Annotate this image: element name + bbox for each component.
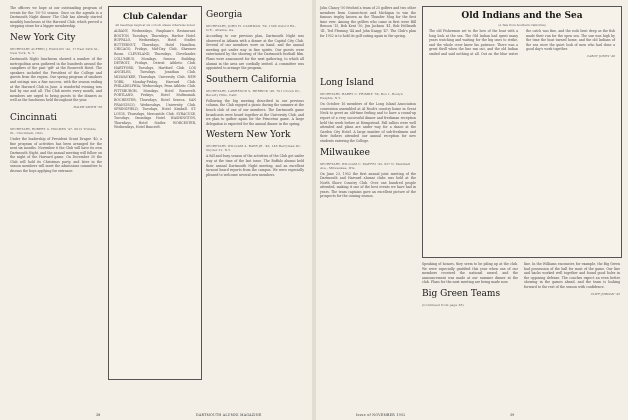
section-title-southern-california: Southern California (206, 74, 297, 85)
old-indians-box (422, 6, 622, 258)
club-calendar-subtitle: All meetings begin at six o'clock unless otherwise noted (115, 23, 195, 27)
right-column-3-lower (524, 262, 620, 299)
section-byline: SECRETARY ALFRED J. HANLON '42, 17 East 29th St., New York, N. Y. (10, 46, 100, 55)
section-body: Under the leadership of President Grant Draper '40, a fine program of activities has been arranged for the next six months. November 6 the Club will have its own Dartmouth Night, and the annual meeting will follow on the night of the Harvard game. On December 30 the Club will hold its Christmas party, and later in the season members will meet the admissions committee to discuss the boys applying for entrance. (10, 136, 102, 174)
old-indians-signature: CABOT JONES '46 (586, 53, 615, 58)
section-body: line. In the Williams encounter, for example, the Big Green had possession of the ball for most of the game. Our line and backs worked well together and found good holes in the opposing defense. The coaches expect an even better showing in the games ahead, and the team is looking forward to the rest of the season with confidence. (524, 262, 620, 289)
right-page (316, 0, 628, 420)
section-title-western-new-york: Western New York (206, 130, 291, 141)
section-title-long-island: Long Island (320, 78, 374, 89)
section-body: Dartmouth Night luncheons showed a number of the metropolitan area gathered in the hundreds around the campfires of the past 'gift' at the Roosevelt Hotel. The speakers included the President of the College and guests from the region. Our spring program of smokers and outings was a fine success, with the season ending at the Harvard Club in June. A wonderful evening was had by one and all. The Club meets every month, and members are urged to bring guests to the dinners as well as the luncheons held throughout the year. (10, 56, 102, 103)
club-calendar-title: Club Calendar (122, 11, 188, 21)
section-byline: SECRETARY, JOHN H. CASHMAN '39, 1306 Oxford Rd., N.E., Atlanta, Ga. (206, 24, 297, 32)
left-column-1 (10, 6, 102, 176)
section-title-new-york-city: New York City (10, 32, 76, 43)
section-title-big-green-teams: Big Green Teams (422, 288, 501, 299)
club-calendar-box (108, 6, 202, 380)
magazine-footer: Issue of NOVEMBER 1952 (356, 413, 406, 417)
club-calendar-entries: ALBANY, Wednesdays, Fanpham's Restaurant. BOSTON, Tuesdays, Thursdays, Harbor Hotel. BUFFALO, Wednesdays, Hotel Statler. BUTTERNUT, Thursdays, Hotel Hamilton. CHICAGO, Fridays, Mid-Day Club, Shawnee Room. CLEVELAND, Thursdays, Clevelander. COLUMBUS, Mondays, Seneca Building. DETROIT, Fridays, Detroit Athletic Club. HARTFORD, Tuesdays, Hartford Club. LOS ANGELES, Tuesdays, Jonathan Club. MILWAUKEE, Thursdays, University Club. NEW YORK, Monday-Friday, Harvard Club. PHILADELPHIA, Wednesdays, Penn Athletic Club. PITTSBURGH, Mondays, Hotel Roosevelt. PORTLAND, Fridays, Hotel Multnomah. ROCHESTER, Thursdays, Hotel Seneca. SAN FRANCISCO, Wednesdays, University Club. SPRINGFIELD, Tuesdays, Hotel Kimball. ST. LOUIS, Thursdays, Mercantile Club. SYRACUSE, Tuesdays, Onondaga Hotel. WASHINGTON, Thursdays, Hotel Statler. WORCESTER, Wednesdays, Hotel Bancroft. (114, 29, 196, 130)
section-byline: SECRETARY, LAWRENCE S. HERRICK '48, 701 Crown Dr., Beverly Hills, Calif. (206, 88, 301, 97)
section-title-cincinnati: Cincinnati (10, 112, 57, 123)
left-page (0, 0, 312, 420)
right-column-2-lower (422, 262, 518, 309)
section-title-georgia: Georgia (206, 10, 243, 20)
right-col3-intro: Speaking of honors, they seem to be piling up at the club. We were especially gratified this year when one of our members received the national award, and the announcement was made at our summer dinner at the club. Plans for the next meeting are being made now. (422, 262, 518, 285)
old-indians-subtitle: (A Tale from Southern California) (498, 23, 546, 27)
section-body: On October 16 members of the Long Island Association convention assembled at Al Roob's country home in Great Neck to greet an old-time feeling and to have a round-up report of a very successful dinner and freshman reception held the week before at Hempstead. Fall rallies were well attended and plans are under way for a dance at the Garden City Hotel. A large number of sub-freshmen and their fathers attended our annual reception for new students entering the College. (320, 102, 416, 143)
section-signature: RALPH SMITH '38 (73, 104, 102, 109)
section-byline: SECRETARY, ROBERT A. HOLMES '47, 6012 Trimble St., Cincinnati, Ohio. (10, 126, 96, 135)
section-body: Following the big meeting described in our previous column, the Club enjoyed a picnic during the summer at the beach club of one of our members. The Dartmouth game broadcasts were heard together at the University Club, and we plan to gather again for the Princeton game. A large delegation is expected for the annual dinner in the spring. (206, 98, 304, 126)
old-indians-columns (423, 29, 621, 59)
section-signature: CLIFF JORDAN '45 (590, 291, 620, 296)
page-number-left: 38 (96, 413, 101, 417)
section-body: According to our previous plan, Dartmouth Night was observed in Atlanta with a dinner at the Capital City Club. Several of our members were on hand, and the annual meeting got under way in fine spirits. Our guests were entertained by the showing of the Dartmouth football film. Plans were announced for the next gathering, to which all alumni in the area are cordially invited. A committee was appointed to arrange the program. (206, 34, 304, 71)
section-body: On June 23, 1952 the first annual joint meeting of the Dartmouth and Harvard alumni clubs was held at the North Shore Country Club. Over one hundred people attended, making it one of the best events we have had in years. The team captains gave an excellent picture of the prospects for the coming season. (320, 171, 416, 199)
section-byline: SECRETARY, WILLIAM A. BAER JR. '46, 148 Berryman Dr., Snyder 21, N.Y. (206, 144, 302, 153)
page-number-right: 39 (510, 413, 515, 417)
right-intro-text: John Clancy '50 fetched a team of 25 golfers and two other members from Connecticut and Michigan to win the famous trophy known as the Thunder Mug for the first time ever. Among the golfers who came in first were Bill Benson '15, Bob Kent '30, Jim Jackson '41, Bob Hellmuth '41, Ted Fleming '44 and John Knapp '47. The Club's plan for 1952 is to hold its golf outing again in the spring. (320, 6, 416, 38)
section-continued-note: (Continued from page 38) (422, 302, 464, 307)
old-indians-body: The old Fishermen set to the bow of the boat with a long look at the sea. The Old Indian had spent many years watching and waiting for the big ones to strike, and the whole crew knew his patience. There was a great thrill when the line ran out, and the old Indian smiled and said nothing at all. Out on the blue water the catch was fine, and the rods bent deep as the fish made their run for the open sea. The sun was high by the time the boat turned home, and the old Indians of the sea wore the quiet look of men who had done a good day's work together. (429, 29, 615, 56)
old-indians-title: Old Indians and the Sea (461, 11, 583, 21)
section-byline: SECRETARY, WILLIAM C. MAFFEI '43, 937 N. Marshall Ave., Milwaukee, Wis. (320, 161, 411, 170)
section-title-milwaukee: Milwaukee (320, 147, 370, 158)
left-column-3 (206, 6, 304, 179)
left-intro-text: The officers we hope at our outstanding program of events for the '50-'53 season. Once on the agenda is a Dartmouth Night dinner. The Club has already started monthly luncheons at the Harvard Club, which proved a stepping stone for a bigger membership. (10, 6, 102, 29)
section-body: A full and busy season of the activities of the Club got under way at the time of the last issue. The Buffalo alumni held their annual Dartmouth Night meeting, and an excellent turnout heard reports from the campus. We were especially pleased to welcome several new members. (206, 154, 304, 177)
magazine-footer: DARTMOUTH ALUMNI MAGAZINE (196, 413, 262, 417)
section-byline: SECRETARY, HARRY C. FRISBIE '36, Box 1, Roslyn Heights, N.Y. (320, 92, 403, 101)
right-column-1 (320, 6, 416, 201)
